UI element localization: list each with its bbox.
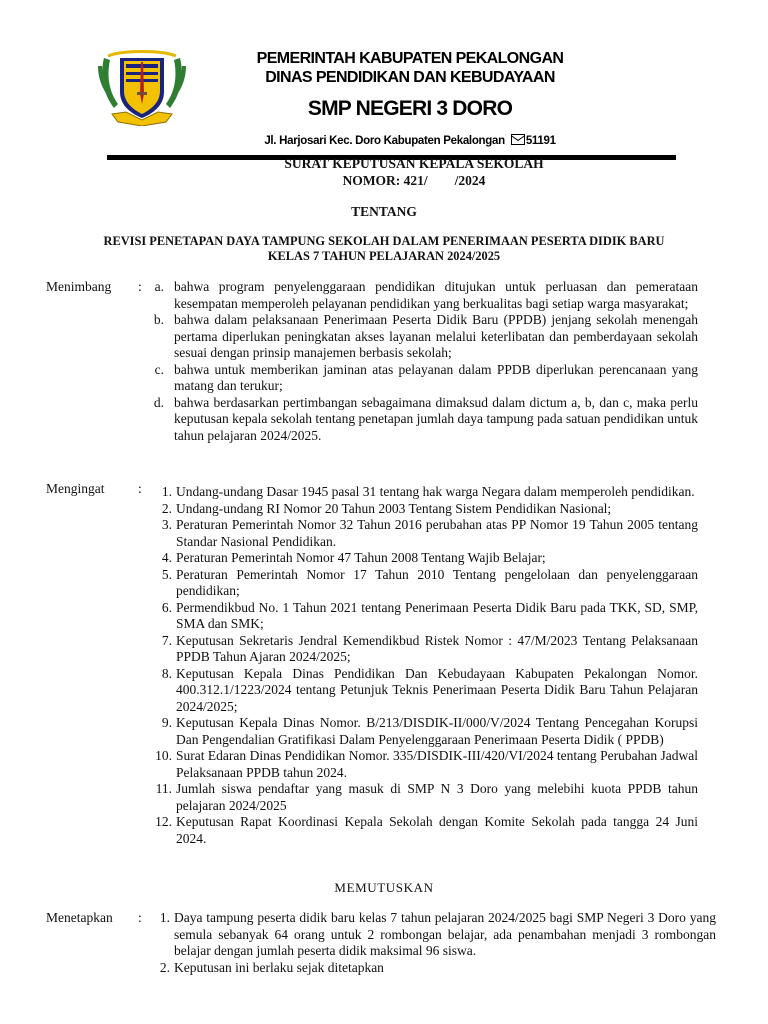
- list-item: [150, 960, 716, 977]
- government-name: PEMERINTAH KABUPATEN PEKALONGAN: [256, 50, 564, 67]
- list-item: [146, 814, 698, 847]
- list-item: [146, 312, 698, 362]
- item-text: bahwa untuk memberikan jaminan atas pelayanan dalam PPDB diperlukan perencanaan yang matang dan terukur;: [174, 361, 698, 393]
- item-marker: 4.: [161, 550, 172, 565]
- list-item: [146, 550, 698, 567]
- item-text: Peraturan Pemerintah Nomor 32 Tahun 2016 perubahan atas PP Nomor 19 Tahun 2005 tentang Standar Nasional Pendidikan.: [176, 517, 698, 549]
- address-text: Jl. Harjosari Kec. Doro Kabupaten Pekalongan: [264, 135, 505, 147]
- item-text: Peraturan Pemerintah Nomor 17 Tahun 2010 Tentang pengelolaan dan penyelenggaraan pendidikan;: [176, 566, 698, 598]
- menimbang-list: [146, 279, 698, 444]
- item-text: Daya tampung peserta didik baru kelas 7 tahun pelajaran 2024/2025 bagi SMP Negeri 3 Doro yang semula sebanyak 64 orang untuk 2 rombongan belajar, ada penambahan menjadi 3 rombongan belajar dengan jumlah peserta didik maksimal 96 siswa.: [174, 910, 716, 958]
- item-marker: 11.: [155, 781, 172, 796]
- list-item: [146, 715, 698, 748]
- item-marker: b.: [153, 312, 164, 327]
- menetapkan-list: [150, 910, 716, 976]
- menetapkan-colon: :: [138, 910, 142, 925]
- item-marker: 10.: [155, 748, 172, 763]
- list-item: [146, 484, 698, 501]
- mengingat-list: [146, 484, 698, 847]
- list-item: [146, 666, 698, 716]
- item-marker: c.: [154, 361, 164, 377]
- item-marker: 8.: [161, 665, 172, 681]
- item-text: Permendikbud No. 1 Tahun 2021 tentang Penerimaan Peserta Didik Baru pada TKK, SD, SMP, SMA dan SMK;: [176, 599, 698, 631]
- list-item: [146, 567, 698, 600]
- list-item: [146, 748, 698, 781]
- item-marker: 2.: [161, 500, 172, 516]
- decree-title: SURAT KEPUTUSAN KEPALA SEKOLAH: [284, 156, 544, 171]
- item-text: Undang-undang RI Nomor 20 Tahun 2003 Tentang Sistem Pendidikan Nasional;: [176, 500, 612, 516]
- item-marker: a.: [154, 279, 164, 294]
- decree-number: NOMOR: 421/ /2024: [342, 173, 486, 188]
- item-marker: d.: [153, 394, 164, 410]
- regency-coat-of-arms-icon: [96, 48, 188, 126]
- tentang-heading: TENTANG: [351, 204, 417, 219]
- decree-subject-line2: KELAS 7 TAHUN PELAJARAN 2024/2025: [267, 249, 501, 263]
- list-item: [150, 910, 716, 960]
- item-marker: 12.: [155, 814, 172, 829]
- decree-subject-line1: REVISI PENETAPAN DAYA TAMPUNG SEKOLAH DALAM PENERIMAAN PESERTA DIDIK BARU: [103, 234, 665, 248]
- item-text: Keputusan Kepala Dinas Nomor. B/213/DISDIK-II/000/V/2024 Tentang Pencegahan Korupsi Dan Pengendalian Gratifikasi Dalam Penyelenggaraan Penerimaan Peserta Didik ( PPDB): [176, 715, 698, 747]
- item-marker: 1.: [159, 910, 170, 925]
- list-item: [146, 633, 698, 666]
- menimbang-colon: :: [138, 279, 142, 294]
- list-item: [146, 517, 698, 550]
- item-marker: 5.: [161, 566, 172, 582]
- item-marker: 7.: [161, 632, 172, 648]
- item-marker: 2.: [159, 959, 170, 975]
- item-marker: 3.: [161, 517, 172, 532]
- list-item: [146, 362, 698, 395]
- item-marker: 6.: [161, 599, 172, 615]
- school-name: SMP NEGERI 3 DORO: [307, 97, 513, 120]
- list-item: [146, 781, 698, 814]
- list-item: [146, 600, 698, 633]
- menimbang-label: Menimbang: [46, 279, 112, 294]
- mengingat-colon: :: [138, 481, 142, 496]
- list-item: [146, 395, 698, 445]
- mengingat-label: Mengingat: [46, 481, 105, 496]
- menetapkan-label: Menetapkan: [46, 910, 113, 925]
- memutuskan-heading: MEMUTUSKAN: [334, 880, 434, 895]
- item-text: bahwa berdasarkan pertimbangan sebagaimana dimaksud dalam dictum a, b, dan c, maka perlu keputusan kepala sekolah tentang penetapan jumlah daya tampung pada satuan pendidikan untuk tahun pelajaran 2024/2025.: [174, 394, 698, 443]
- item-text: Surat Edaran Dinas Pendidikan Nomor. 335/DISDIK-III/420/VI/2024 tentang Perubahan Jadwal Pelaksanaan PPDB tahun 2024.: [176, 748, 698, 780]
- postal-code: 51191: [525, 135, 556, 147]
- school-address: [200, 134, 620, 148]
- item-marker: 1.: [161, 484, 172, 499]
- envelope-icon: [511, 134, 525, 145]
- item-text: Keputusan Kepala Dinas Pendidikan Dan Kebudayaan Kabupaten Pekalongan Nomor. 400.312.1/1223/2024 tentang Petunjuk Teknis Penerimaan Peserta Didik Baru Tahun Pelajaran 2024/2025;: [176, 665, 698, 714]
- item-text: Keputusan ini berlaku sejak ditetapkan: [174, 959, 384, 975]
- item-text: bahwa dalam pelaksanaan Penerimaan Peserta Didik Baru (PPDB) jenjang sekolah menengah pertama diperlukan peningkatan akses layanan melalui keterlibatan dan pemberdayaan sekolah sesuai dengan prinsip manajemen berbasis sekolah;: [174, 312, 698, 360]
- item-text: Keputusan Rapat Koordinasi Kepala Sekolah dengan Komite Sekolah pada tangga 24 Juni 2024.: [176, 814, 698, 846]
- item-text: Undang-undang Dasar 1945 pasal 31 tentang hak warga Negara dalam memperoleh pendidikan.: [176, 484, 695, 499]
- list-item: [146, 501, 698, 518]
- item-text: Jumlah siswa pendaftar yang masuk di SMP N 3 Doro yang melebihi kuota PPDB tahun pelajaran 2024/2025: [176, 781, 698, 813]
- department-name: DINAS PENDIDIKAN DAN KEBUDAYAAN: [265, 69, 555, 86]
- list-item: [146, 279, 698, 312]
- item-marker: 9.: [161, 715, 172, 730]
- item-text: Peraturan Pemerintah Nomor 47 Tahun 2008 Tentang Wajib Belajar;: [176, 550, 546, 565]
- item-text: bahwa program penyelenggaraan pendidikan ditujukan untuk perluasan dan pemerataan kesempatan memperoleh pelayanan pendidikan yang berkualitas bagi setiap warga masyarakat;: [174, 279, 698, 311]
- item-text: Keputusan Sekretaris Jendral Kemendikbud Ristek Nomor : 47/M/2023 Tentang Pelaksanaan PPDB Tahun Ajaran 2024/2025;: [176, 632, 698, 664]
